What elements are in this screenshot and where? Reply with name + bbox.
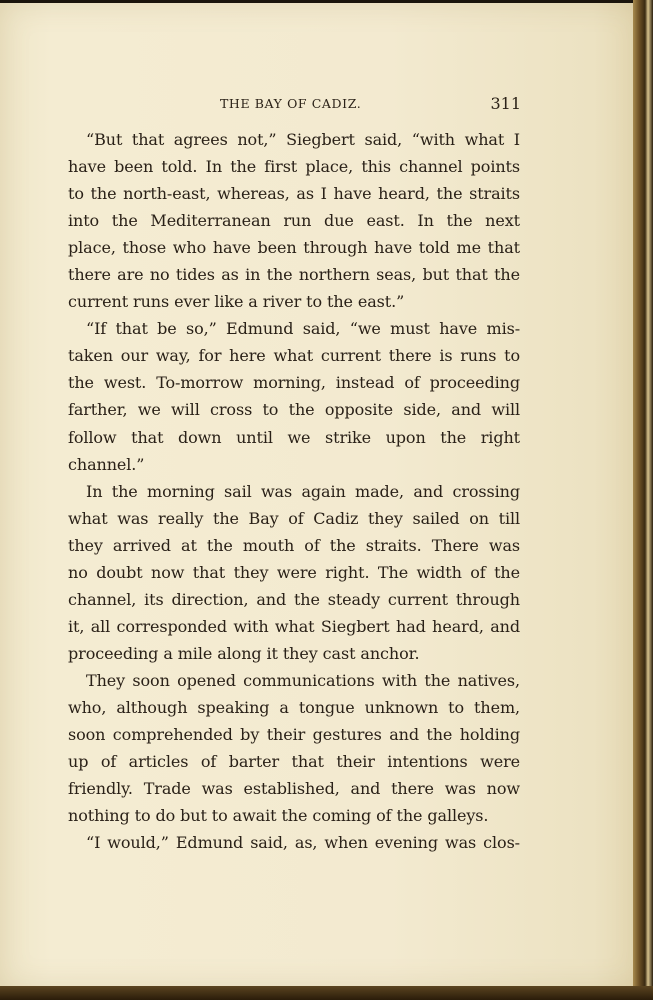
text-line: who, although speaking a tongue unknown to them, [68, 697, 520, 717]
bottom-edge [0, 986, 653, 1000]
book-page [0, 3, 645, 988]
text-line: “I would,” Edmund said, as, when evening was clos- [86, 833, 520, 853]
text-line: channel.” [68, 454, 145, 474]
text-line: friendly. Trade was established, and there was now [68, 779, 520, 799]
text-line: proceeding a mile along it they cast anchor. [68, 643, 420, 663]
text-line: the west. To-morrow morning, instead of proceeding [68, 373, 520, 393]
page-header [66, 94, 521, 116]
text-line: there are no tides as in the northern seas, but that the [68, 265, 520, 285]
text-line: follow that down until we strike upon the right [68, 427, 520, 447]
text-line: “If that be so,” Edmund said, “we must have mis- [86, 319, 520, 339]
text-line: what was really the Bay of Cadiz they sailed on till [68, 508, 520, 528]
text-line: farther, we will cross to the opposite side, and will [68, 400, 520, 420]
text-line: “But that agrees not,” Siegbert said, “with what I [86, 130, 520, 149]
text-line: soon comprehended by their gestures and the holding [68, 725, 520, 745]
running-title: THE BAY OF CADIZ. [220, 96, 362, 111]
text-line: current runs ever like a river to the east.” [68, 292, 405, 312]
page-number: 311 [490, 94, 521, 113]
text-line: to the north-east, whereas, as I have heard, the straits [68, 184, 520, 204]
text-line: place, those who have been through have told me that [68, 238, 520, 258]
body-text [68, 126, 520, 856]
text-line: have been told. In the first place, this channel points [68, 157, 520, 177]
text-line: into the Mediterranean run due east. In the next [68, 211, 520, 231]
text-line: taken our way, for here what current there is runs to [68, 346, 520, 366]
text-line: They soon opened communications with the natives, [86, 670, 520, 690]
text-line: it, all corresponded with what Siegbert had heard, and [68, 616, 520, 636]
text-line: In the morning sail was again made, and crossing [86, 481, 520, 501]
text-line: channel, its direction, and the steady current through [68, 589, 520, 609]
text-line: nothing to do but to await the coming of the galleys. [68, 806, 489, 826]
text-line: up of articles of barter that their intentions were [68, 752, 520, 772]
text-line: they arrived at the mouth of the straits. There was [68, 535, 520, 555]
text-line: no doubt now that they were right. The width of the [68, 562, 520, 582]
page-edge [633, 0, 653, 1000]
